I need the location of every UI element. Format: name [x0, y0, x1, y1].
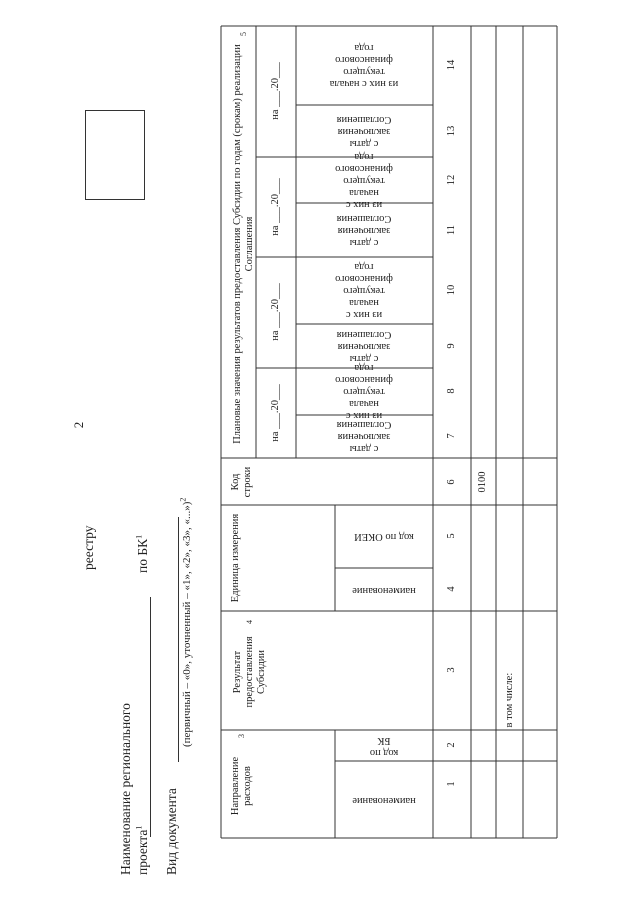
column-number-12: 12: [446, 174, 457, 186]
year-label-3: на ___.20___: [270, 178, 281, 236]
year-label-1: на ___.20___: [270, 384, 281, 442]
header-line-code: Код строки: [230, 466, 253, 498]
doc-type-label: Вид документа: [164, 788, 179, 875]
bk-label: по $БК^1$: [134, 534, 150, 573]
subheader-from-year-start-1: из них с начала текущего финансового года: [335, 362, 393, 421]
column-number-7: 7: [446, 433, 457, 439]
subheader-direction-name: наименование: [352, 795, 416, 806]
column-number-3: 3: [446, 667, 457, 673]
doc-type-hint: (первичный – «0», уточненный – «1», «2», «3», «...»)$^2$: [178, 497, 193, 747]
column-number-9: 9: [446, 343, 457, 349]
column-number-13: 13: [446, 125, 457, 137]
row-1-line-code: 0100: [477, 471, 488, 493]
header-unit: Единица измерения: [230, 513, 241, 603]
column-number-2: 2: [446, 742, 457, 748]
column-number-5: 5: [446, 533, 457, 539]
project-label: Наименование регионального: [118, 703, 133, 875]
header-result: Результат предоставления Субсидии 4: [232, 620, 267, 708]
column-number-10: 10: [446, 284, 457, 296]
subheader-from-agreement-2: с даты заключения Соглашения: [336, 329, 392, 364]
column-number-1: 1: [446, 781, 457, 787]
subheader-unit-name: наименование: [352, 585, 416, 596]
header-direction: Направление расходов 3: [230, 734, 253, 816]
year-label-4: на ___.20___: [270, 62, 281, 120]
subheader-from-agreement-1: с даты заключения Соглашения: [336, 419, 392, 454]
subheader-from-year-start-2: из них с начала текущего финансового года: [335, 261, 393, 320]
page-number: 2: [71, 421, 86, 429]
registry-label: реестру: [81, 525, 96, 570]
subheader-okei-code: код по ОКЕИ: [354, 531, 414, 542]
column-number-4: 4: [446, 586, 457, 592]
subheader-from-year-start-3: из них с начала текущего финансового года: [335, 151, 393, 210]
subheader-from-year-start-4: из них с начала текущего финансового года: [329, 42, 399, 89]
header-planned-values: Плановые значения результатов предоставления Субсидии по годам (срокам) реализации Соглашения 5: [232, 32, 255, 444]
row-2-result: в том числе:: [504, 672, 515, 728]
column-number-8: 8: [446, 388, 457, 394]
subheader-from-agreement-4: с даты заключения Соглашения: [336, 114, 392, 149]
subheader-bk-code: код по БК: [369, 735, 399, 758]
subheader-from-agreement-3: с даты заключения Соглашения: [336, 213, 392, 248]
column-number-11: 11: [446, 224, 457, 236]
year-label-2: на ___.20___: [270, 283, 281, 341]
project-label-line2: проекта$^1$: [134, 825, 150, 875]
column-number-6: 6: [446, 479, 457, 485]
column-number-14: 14: [446, 59, 457, 71]
